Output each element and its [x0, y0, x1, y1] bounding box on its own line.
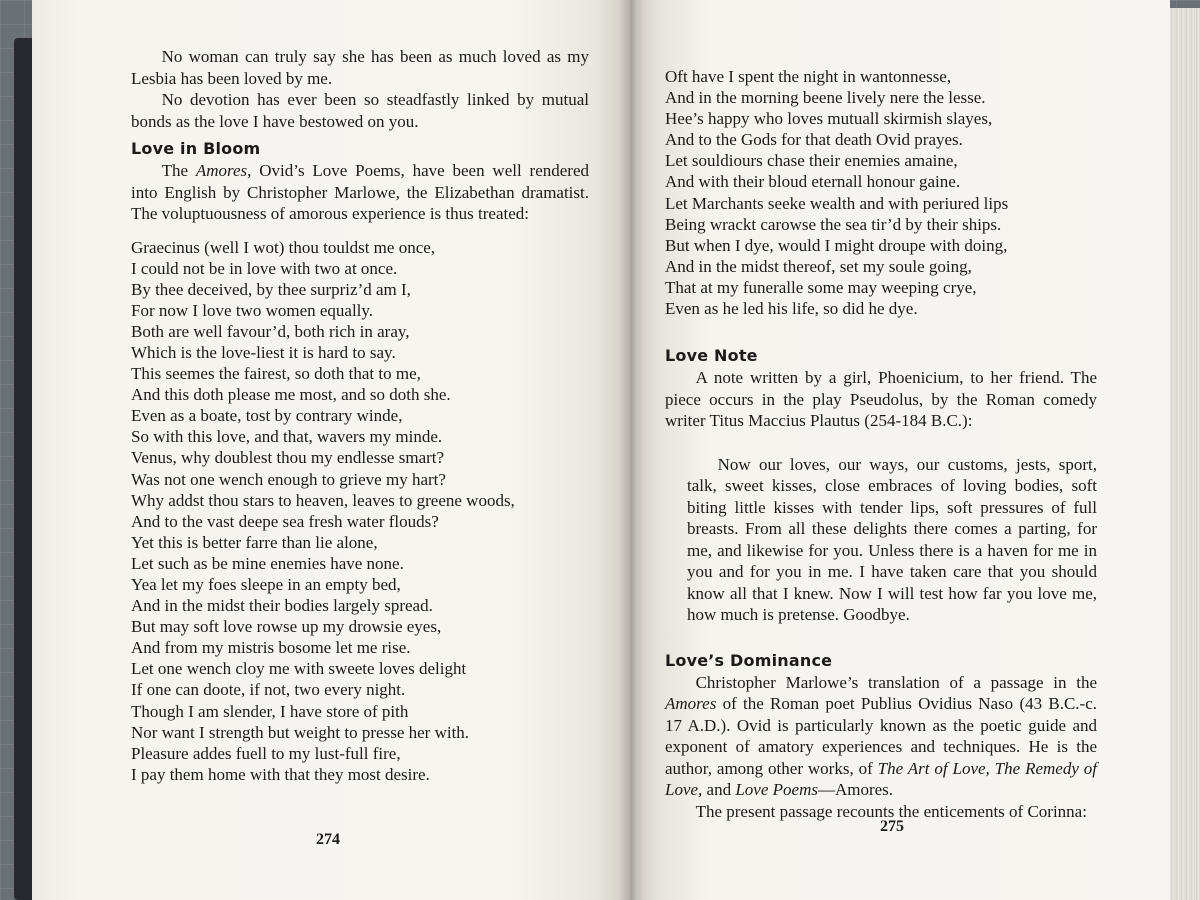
verse-line: Both are well favour’d, both rich in aray,	[131, 321, 410, 341]
titles-art-remedy: The Art of Love, The Remedy of Love,	[665, 758, 1097, 800]
verse-line: Let one wench cloy me with sweete loves delight	[131, 659, 467, 679]
page-number-left: 274	[316, 831, 340, 848]
verse-line: But when I dye, would I might droupe with doing,	[665, 235, 1008, 255]
verse-line: And in the midst their bodies largely spread.	[131, 596, 433, 616]
verse-line: For now I love two women equally.	[131, 300, 374, 320]
verse-line: Let such as be mine enemies have none.	[131, 553, 404, 573]
right-page-column	[665, 66, 1097, 822]
verse-line: Graecinus (well I wot) thou touldst me once,	[131, 237, 436, 257]
title-love-poems: Love Poems	[735, 780, 818, 800]
paragraph-devotion: No devotion has ever been so steadfastly linked by mutual bonds as the love I have bestowed on you.	[131, 90, 589, 131]
verse-line: Being wrackt carowse the sea tir’d by their ships.	[665, 214, 1002, 234]
verse-line: And to the Gods for that death Ovid prayes.	[665, 130, 963, 150]
verse-line: I pay them home with that they most desire.	[131, 764, 430, 784]
verse-line: And in the morning beene lively nere the lesse.	[665, 88, 986, 108]
verse-line: And to the vast deepe sea fresh water flouds?	[131, 511, 439, 531]
verse-line: Yet this is better farre than lie alone,	[131, 532, 378, 552]
verse-continuation	[665, 66, 1097, 319]
intro-rest: , Ovid’s Love Poems, have been well rendered into English by Christopher Marlowe, the Elizabethan dramatist. The voluptuousness of amorous experience is thus treated:	[131, 161, 589, 223]
dominance-text-d: —Amores.	[817, 780, 894, 800]
paragraph-lesbia: No woman can truly say she has been as much loved as my Lesbia has been loved by me.	[131, 47, 589, 88]
title-amores: Amores	[665, 694, 717, 714]
verse-line: Let souldiours chase their enemies amaine,	[665, 151, 958, 171]
verse-line: But may soft love rowse up my drowsie eyes,	[131, 617, 442, 637]
verse-line: Which is the love-liest it is hard to say.	[131, 342, 396, 362]
dominance-text-a: Christopher Marlowe’s translation of a passage in the	[695, 672, 1097, 692]
heading-love-note: Love Note	[665, 346, 758, 366]
verse-line: Pleasure addes fuell to my lust-full fire,	[131, 743, 401, 763]
verse-line: Why addst thou stars to heaven, leaves to greene woods,	[131, 490, 515, 510]
verse-line: Was not one wench enough to grieve my hart?	[131, 469, 446, 489]
block-quote-phoenicium: Now our loves, our ways, our customs, jests, sport, talk, sweet kisses, close embraces of loving bodies, soft biting little kisses with tender lips, soft pressures of full breasts. From all these delights there comes a parting, for me, and likewise for you. Unless there is a haven for me in you and for you in me. I have taken care that you should know all that I knew. Now I will test how far you love me, how much is pretense. Goodbye.	[687, 454, 1097, 625]
paragraph-love-note-intro: A note written by a girl, Phoenicium, to her friend. The piece occurs in the play Pseudolus, by the Roman comedy writer Titus Maccius Plautus (254-184 B.C.):	[665, 368, 1097, 431]
verse-line: And from my mistris bosome let me rise.	[131, 638, 411, 658]
dominance-text-c: and	[702, 780, 736, 800]
verse-line: Nor want I strength but weight to presse her with.	[131, 722, 470, 742]
verse-graecinus	[131, 237, 589, 785]
heading-love-in-bloom: Love in Bloom	[131, 139, 261, 158]
verse-line: Though I am slender, I have store of pith	[131, 701, 409, 721]
verse-line: Even as he led his life, so did he dye.	[665, 299, 918, 319]
paragraph-dominance-intro	[665, 672, 1097, 801]
title-amores: Amores	[195, 161, 248, 180]
verse-line: This seemes the fairest, so doth that to me,	[131, 364, 421, 384]
verse-line: Yea let my foes sleepe in an empty bed,	[131, 575, 401, 594]
verse-line: Venus, why doublest thou my endlesse smart?	[131, 448, 445, 468]
verse-line: Oft have I spent the night in wantonnesse,	[665, 67, 952, 86]
paragraph-amores-intro	[131, 160, 589, 225]
dominance-text-b: of the Roman poet Publius Ovidius Naso (43 B.C.-c. 17 A.D.). Ovid is particularly known as the poetic guide and exponent of amatory experiences and techniques. He is the author, among other works, of	[665, 694, 1097, 778]
verse-line: And in the midst thereof, set my soule going,	[665, 256, 972, 276]
left-page-column	[131, 46, 589, 785]
verse-line: If one can doote, if not, two every night.	[131, 680, 406, 700]
verse-line: Hee’s happy who loves mutuall skirmish slayes,	[665, 109, 993, 129]
verse-line: Even as a boate, tost by contrary winde,	[131, 406, 403, 426]
verse-line: That at my funeralle some may weeping crye,	[665, 277, 977, 297]
paragraph-corinna: The present passage recounts the enticements of Corinna:	[695, 801, 1087, 821]
book-gutter	[618, 0, 644, 900]
verse-line: Let Marchants seeke wealth and with periured lips	[665, 193, 1009, 213]
intro-the: The	[161, 161, 196, 180]
verse-line: So with this love, and that, wavers my minde.	[131, 427, 443, 447]
verse-line: And this doth please me most, and so doth she.	[131, 385, 451, 405]
verse-line: By thee deceived, by thee surpriz’d am I,	[131, 279, 411, 299]
verse-line: And with their bloud eternall honour gaine.	[665, 172, 961, 192]
page-number-right: 275	[880, 818, 904, 835]
heading-loves-dominance: Love’s Dominance	[665, 650, 833, 670]
verse-line: I could not be in love with two at once.	[131, 258, 398, 278]
page-edges	[1170, 8, 1200, 900]
